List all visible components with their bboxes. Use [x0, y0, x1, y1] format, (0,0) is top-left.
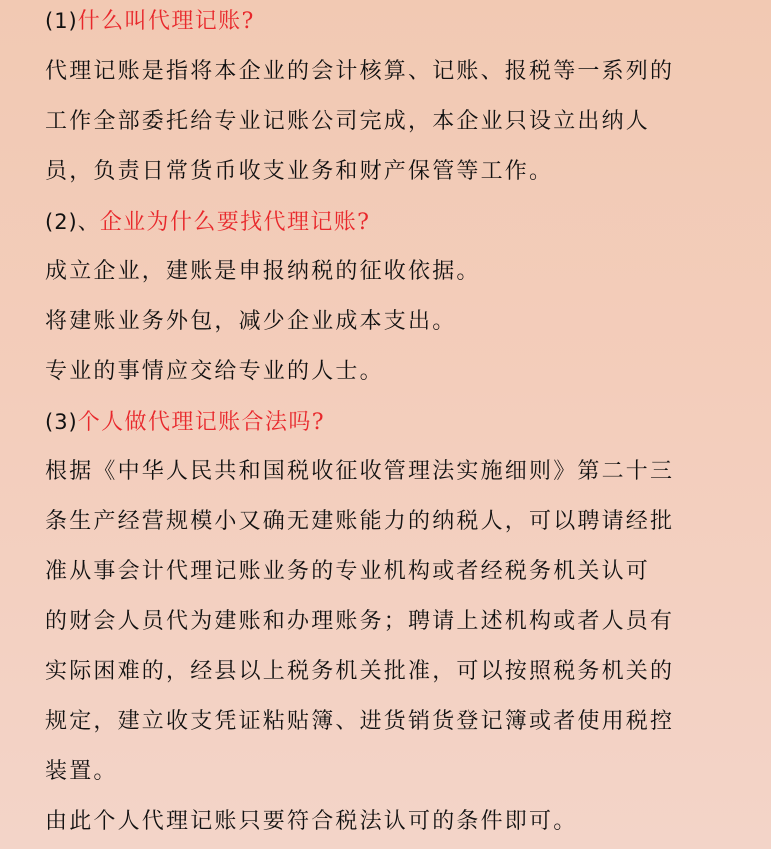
answer-1-line-2: 工作全部委托给专业记账公司完成，本企业只设立出纳人: [45, 109, 651, 134]
answer-3-line-1: 根据《中华人民共和国税收征收管理法实施细则》第二十三: [45, 459, 675, 484]
answer-1-line-3: 员，负责日常货币收支业务和财产保管等工作。: [45, 159, 554, 184]
answer-3-line-8: 由此个人代理记账只要符合税法认可的条件即可。: [45, 809, 578, 834]
question-1-title: 什么叫代理记账?: [77, 9, 255, 34]
question-1-heading: [45, 7, 255, 36]
answer-3-line-4: 的财会人员代为建账和办理账务；聘请上述机构或者人员有: [45, 609, 675, 634]
answer-2-line-2: 将建账业务外包，减少企业成本支出。: [45, 309, 457, 334]
answer-1-line-1: 代理记账是指将本企业的会计核算、记账、报税等一系列的: [45, 59, 675, 84]
answer-3-line-6: 规定，建立收支凭证粘贴簿、进货销货登记簿或者使用税控: [45, 709, 675, 734]
question-1-number: (1): [45, 9, 78, 33]
answer-2-line-1: 成立企业，建账是申报纳税的征收依据。: [45, 259, 481, 284]
question-2-heading: [45, 208, 370, 237]
question-2-title: 企业为什么要找代理记账?: [99, 210, 371, 235]
question-3-heading: [45, 408, 325, 437]
question-3-number: (3): [45, 410, 78, 434]
answer-3-line-3: 准从事会计代理记账业务的专业机构或者经税务机关认可: [45, 559, 651, 584]
answer-2-line-3: 专业的事情应交给专业的人士。: [45, 359, 384, 384]
answer-3-line-5: 实际困难的，经县以上税务机关批准，可以按照税务机关的: [45, 659, 675, 684]
answer-3-line-7: 装置。: [45, 759, 118, 784]
question-2-number: (2)、: [45, 210, 100, 234]
answer-3-line-2: 条生产经营规模小又确无建账能力的纳税人，可以聘请经批: [45, 509, 675, 534]
question-3-title: 个人做代理记账合法吗?: [77, 410, 325, 435]
